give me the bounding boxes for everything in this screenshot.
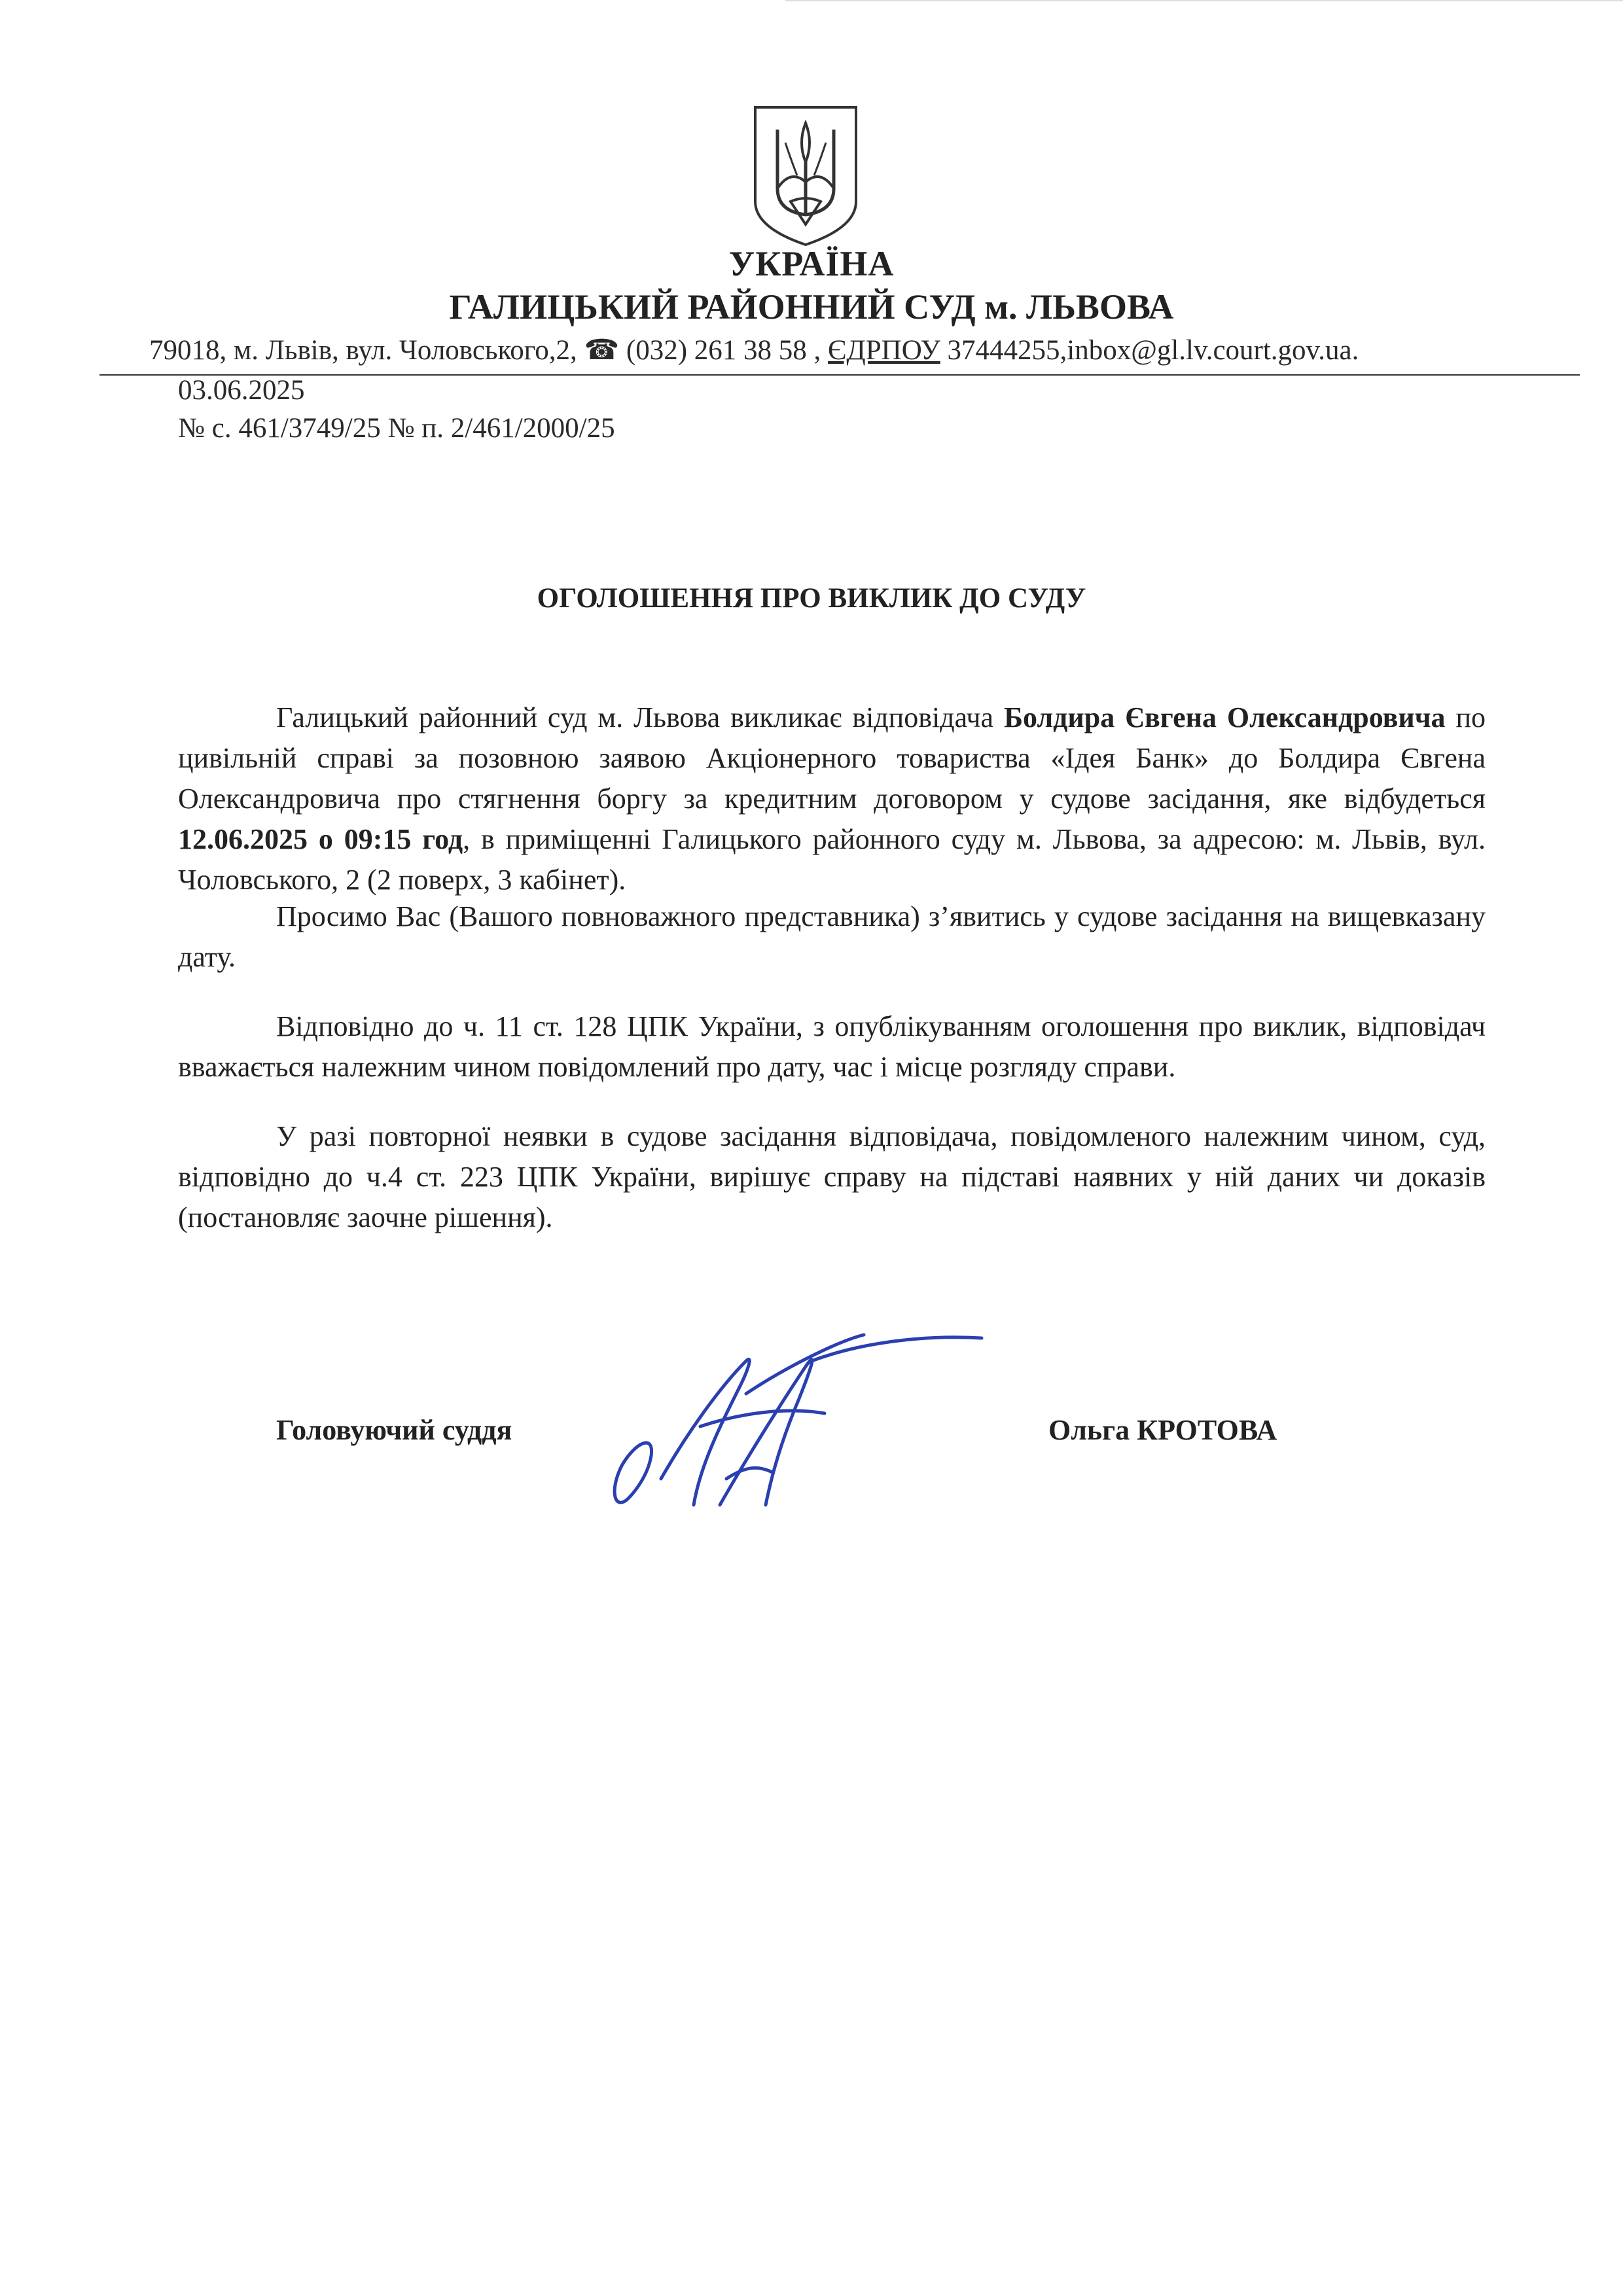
trident-emblem-icon: [751, 103, 860, 249]
p2-text: Просимо Вас (Вашого повноважного представника) з’явитись у судове засідання на вищевказану дату.: [178, 900, 1486, 973]
case-numbers: № с. 461/3749/25 № п. 2/461/2000/25: [178, 413, 615, 444]
judge-title: Головуючий суддя: [276, 1414, 512, 1446]
court-name-heading: ГАЛИЦЬКИЙ РАЙОННИЙ СУД м. ЛЬВОВА: [449, 287, 1174, 327]
p1-text-a: Галицький районний суд м. Львова викликає відповідача: [276, 701, 1004, 733]
p1-text-c: по цивільній справі за позовною заявою Акціонерного товариства «Ідея Банк» до Болдира Євгена Олександровича про стягнення боргу за кредитним договором у судове засідання, яке відбудеться: [178, 701, 1486, 815]
document-date: 03.06.2025: [178, 375, 305, 406]
phone-number: (032) 261 38 58 ,: [619, 335, 829, 366]
scan-edge-line: [785, 0, 1623, 1]
telephone-icon: ☎: [584, 335, 620, 366]
defendant-name: Болдира Євгена Олександровича: [1003, 701, 1446, 733]
judge-name: Ольга КРОТОВА: [1048, 1414, 1277, 1446]
p4-text: У разі повторної неявки в судове засідання відповідача, повідомленого належним чином, суд, відповідно до ч.4 ст. 223 ЦПК України, вирішує справу на підставі наявних у ній даних чи доказів (постановляє заочне рішення).: [178, 1120, 1486, 1233]
hearing-datetime: 12.06.2025 о 09:15 год: [178, 823, 463, 855]
paragraph-request: [178, 896, 1486, 978]
paragraph-default: [178, 1116, 1486, 1238]
p3-text: Відповідно до ч. 11 ст. 128 ЦПК України, з опублікуванням оголошення про виклик, відповідач вважається належним чином повідомлений про дату, час і місце розгляду справи.: [178, 1010, 1486, 1083]
paragraph-summons: [178, 698, 1486, 900]
handwritten-signature: [589, 1315, 1008, 1525]
document-title: ОГОЛОШЕННЯ ПРО ВИКЛИК ДО СУДУ: [537, 583, 1086, 614]
p1-text-e: , в приміщенні Галицького районного суду м. Львова, за адресою: м. Львів, вул. Чоловського, 2 (2 поверх, 3 кабінет).: [178, 823, 1486, 896]
country-heading: УКРАЇНА: [728, 244, 895, 283]
header-divider: [99, 374, 1580, 376]
edrpou-label: ЄДРПОУ: [828, 335, 940, 366]
court-address-line: [149, 334, 1563, 366]
paragraph-notice: [178, 1006, 1486, 1087]
edrpou-and-email: 37444255,inbox@gl.lv.court.gov.ua.: [940, 335, 1359, 366]
address-text: 79018, м. Львів, вул. Чоловського,2,: [149, 335, 584, 366]
